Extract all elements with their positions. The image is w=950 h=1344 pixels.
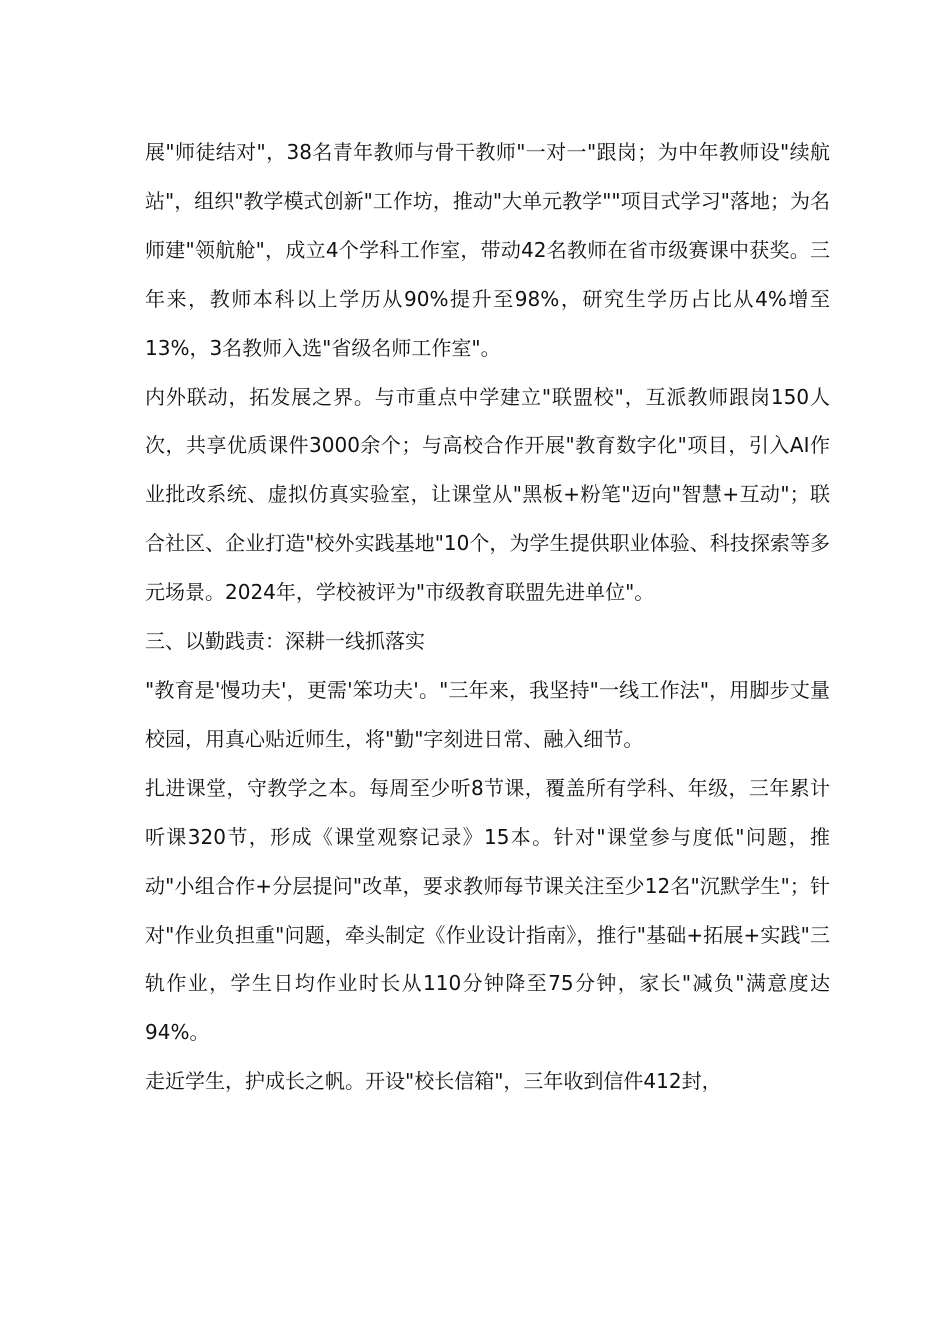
document-body bbox=[145, 128, 830, 1106]
paragraph-alliance: 内外联动，拓发展之界。与市重点中学建立"联盟校"，互派教师跟岗150人次，共享优质课件3000余个；与高校合作开展"教育数字化"项目，引入AI作业批改系统、虚拟仿真实验室，让课堂从"黑板+粉笔"迈向"智慧+互动"；联合社区、企业打造"校外实践基地"10个，为学生提供职业体验、科技探索等多元场景。2024年，学校被评为"市级教育联盟先进单位"。 bbox=[145, 384, 830, 605]
paragraph-students: 走近学生，护成长之帆。开设"校长信箱"，三年收到信件412封， bbox=[145, 1069, 722, 1094]
paragraph-mentoring: 展"师徒结对"，38名青年教师与骨干教师"一对一"跟岗；为中年教师设"续航站"，组织"教学模式创新"工作坊，推动"大单元教学""项目式学习"落地；为名师建"领航舱"，成立4个学科工作室，带动42名教师在省市级赛课中获奖。三年来，教师本科以上学历从90%提升至98%，研究生学历占比从4%增至13%，3名教师入选"省级名师工作室"。 bbox=[145, 140, 830, 360]
paragraph-classroom: 扎进课堂，守教学之本。每周至少听8节课，覆盖所有学科、年级，三年累计听课320节，形成《课堂观察记录》15本。针对"课堂参与度低"问题，推动"小组合作+分层提问"改革，要求教师每节课关注至少12名"沉默学生"；针对"作业负担重"问题，牵头制定《作业设计指南》，推行"基础+拓展+实践"三轨作业，学生日均作业时长从110分钟降至75分钟，家长"减负"满意度达94%。 bbox=[145, 775, 830, 1045]
section-heading-diligence: 三、以勤践责：深耕一线抓落实 bbox=[145, 629, 425, 654]
paragraph-frontline-method: "教育是'慢功夫'，更需'笨功夫'。"三年来，我坚持"一线工作法"，用脚步丈量校园，用真心贴近师生，将"勤"字刻进日常、融入细节。 bbox=[145, 677, 830, 751]
